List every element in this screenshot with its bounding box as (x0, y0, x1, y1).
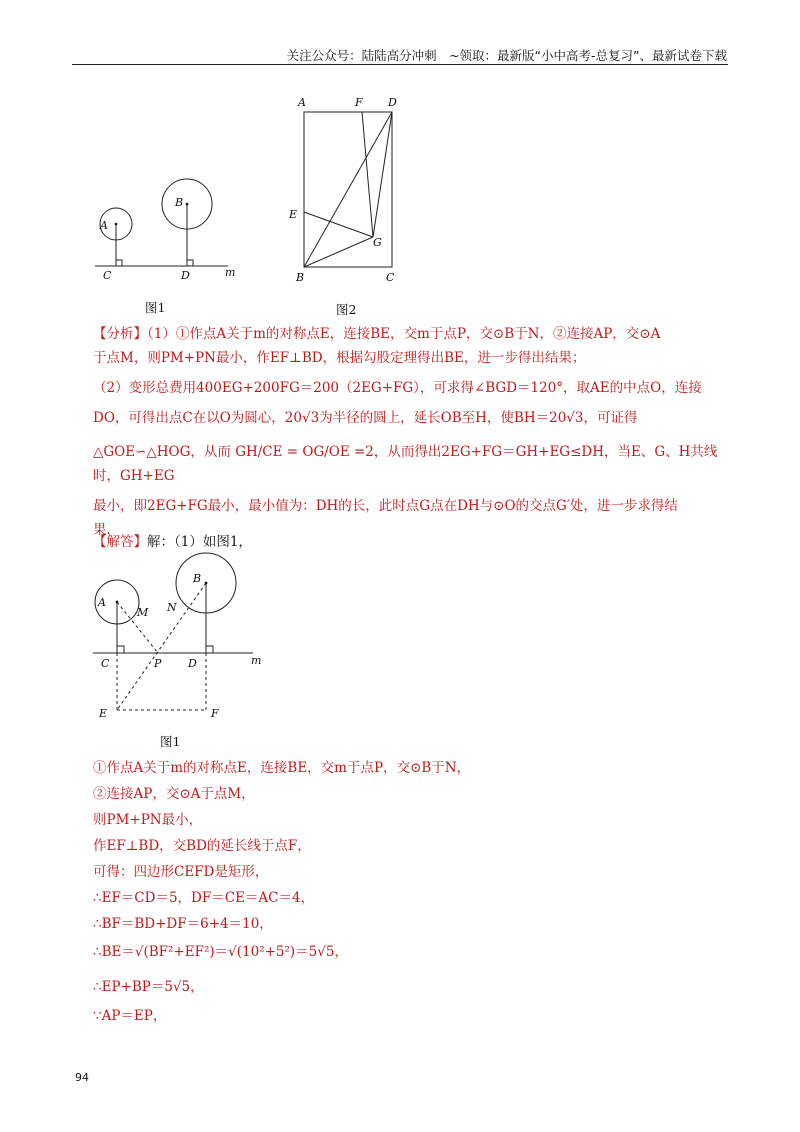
figure-1-solution-caption: 图1 (160, 734, 181, 749)
analysis-line-3: （2）变形总费用400EG+200FG＝200（2EG+FG），可求得∠BGD＝120°，取AE的中点O，连接 (93, 380, 702, 396)
analysis-line-7: 果． (93, 522, 120, 538)
analysis-line-6: 最小，即2EG+FG最小，最小值为：DH的长，此时点G点在DH与⊙O的交点G′处，进一步求得结 (93, 498, 678, 514)
figure-2-caption: 图2 (336, 302, 357, 317)
step-6: ∴EF＝CD＝5，DF＝CE＝AC＝4， (93, 890, 315, 906)
figure-1-solution (85, 552, 275, 727)
step-5: 可得：四边形CEFD是矩形， (93, 864, 269, 880)
page-number: 94 (75, 1071, 89, 1084)
fig2-label-b: B (296, 271, 305, 284)
analysis-line-2: 于点M，则PM+PN最小，作EF⊥BD，根据勾股定理得出BE，进一步得出结果； (93, 350, 586, 366)
analysis-line-5 (93, 440, 733, 488)
fig2-label-c: C (386, 271, 395, 284)
fig2-label-g: G (373, 236, 382, 249)
solution-label: 【解答】 (93, 534, 147, 550)
analysis-line-5-text: △GOE∽△HOG，从而 GH/CE = OG/OE =2，从而得出2EG+FG＝GH+EG≤DH，当E、G、H共线时，GH+EG (93, 444, 718, 484)
fig1-label-c: C (103, 269, 112, 282)
sol-fig-label-m: M (137, 606, 149, 619)
fig1-label-b: B (175, 196, 184, 209)
figure-2 (285, 94, 410, 289)
fig2-label-f: F (355, 96, 363, 109)
solution-heading (93, 530, 252, 550)
sol-fig-label-e: E (99, 707, 108, 720)
fig1-label-a: A (100, 219, 108, 232)
analysis-line-4: DO，可得出点C在以O为圆心，20√3为半径的圆上，延长OB至H，使BH＝20√3，可证得 (93, 410, 638, 426)
step-4: 作EF⊥BD，交BD的延长线于点F， (93, 838, 311, 854)
step-3: 则PM+PN最小， (93, 812, 203, 828)
sol-fig-label-p: P (154, 657, 162, 670)
step-2: ②连接AP，交⊙A于点M， (93, 786, 255, 802)
header-rule (72, 64, 728, 65)
fig1-label-m: m (225, 266, 236, 279)
step-9: ∴EP+BP＝5√5， (93, 979, 204, 995)
step-7: ∴BF＝BD+DF＝6+4＝10， (93, 916, 273, 932)
sol-fig-label-m-line: m (251, 654, 262, 667)
sol-fig-label-n: N (167, 601, 177, 614)
sol-fig-label-d: D (188, 657, 197, 670)
step-8: ∴BE＝√(BF²+EF²)＝√(10²+5²)＝5√5， (93, 944, 348, 960)
sol-fig-label-c: C (101, 657, 110, 670)
fig2-label-a: A (298, 96, 306, 109)
solution-head-text: 解：（1）如图1， (147, 534, 252, 550)
page-header: 关注公众号：陆陆高分冲刺 ~领取：最新版“小中高考-总复习”、最新试卷下载 (286, 48, 727, 63)
fig2-label-e: E (289, 208, 298, 221)
analysis-line-1: 【分析】（1）①作点A关于m的对称点E，连接BE，交m于点P，交⊙B于N，②连接AP，交⊙A (93, 326, 661, 342)
step-10: ∵AP＝EP， (93, 1008, 167, 1024)
analysis-block (93, 322, 733, 542)
figure-1-top (90, 178, 250, 288)
sol-fig-label-f: F (211, 707, 219, 720)
step-1: ①作点A关于m的对称点E，连接BE，交m于点P，交⊙B于N， (93, 760, 471, 776)
sol-fig-label-b: B (193, 572, 202, 585)
fig1-label-d: D (181, 269, 190, 282)
figure-1-top-caption: 图1 (145, 300, 166, 315)
sol-fig-label-a: A (98, 596, 106, 609)
fig2-label-d: D (388, 96, 397, 109)
